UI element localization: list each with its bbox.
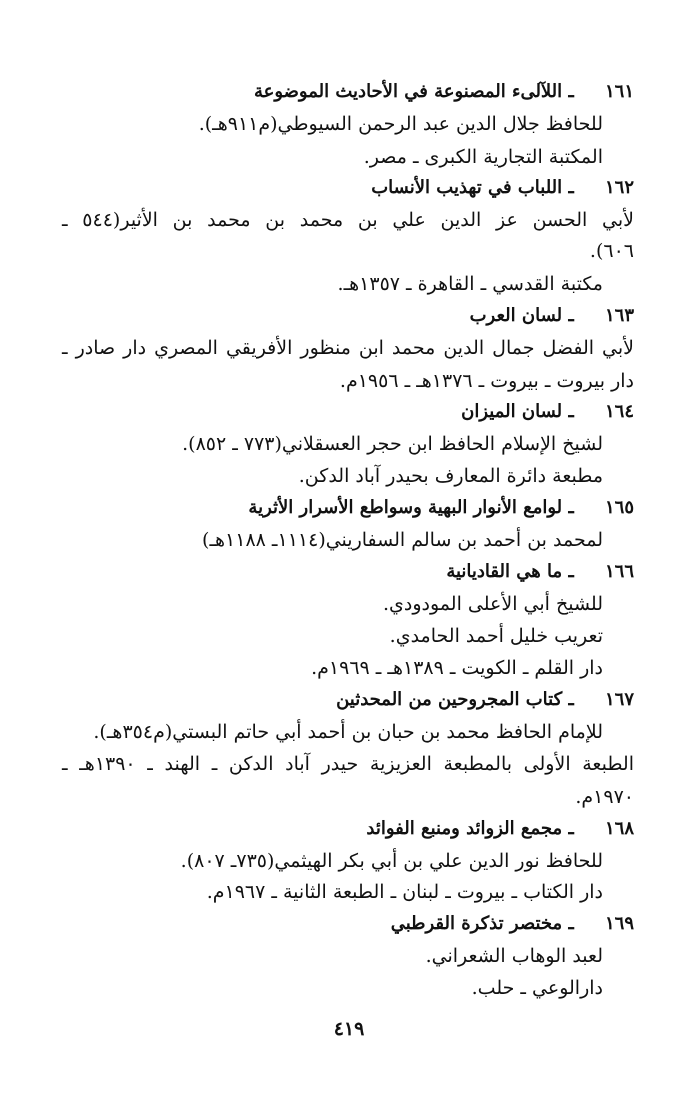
- entry-167-publisher-cont: ١٩٧٠م.: [575, 786, 634, 808]
- entry-title: مجمع الزوائد ومنبع الفوائد: [366, 818, 563, 839]
- entry-163-author: لأبي الفضل جمال الدين محمد ابن منظور الأفريقي المصري دار صادر ـ: [62, 337, 634, 359]
- entry-separator: ـ: [568, 497, 574, 518]
- entry-163-publisher: دار بيروت ـ بيروت ـ ١٣٧٦هـ ـ ١٩٥٦م.: [339, 370, 634, 392]
- entry-169-author: لعبد الوهاب الشعراني.: [425, 945, 603, 967]
- entry-title: ما هي القاديانية: [446, 561, 563, 582]
- entry-161-author: للحافظ جلال الدين عبد الرحمن السيوطي(م٩١١هـ).: [198, 113, 603, 135]
- entry-number: ١٦٩: [604, 913, 634, 934]
- entry-number: ١٦٨: [604, 818, 634, 839]
- entry-168-author: للحافظ نور الدين علي بن أبي بكر الهيثمي(٧٣٥ـ ٨٠٧).: [180, 850, 603, 872]
- entry-165-heading: [248, 494, 634, 522]
- entry-163-heading: [470, 302, 634, 330]
- entry-separator: ـ: [568, 401, 574, 422]
- entry-164-publisher: مطبعة دائرة المعارف بحيدر آباد الدكن.: [298, 465, 603, 487]
- entry-167-heading: [336, 686, 634, 714]
- entry-164-author: لشيخ الإسلام الحافظ ابن حجر العسقلاني(٧٧٣ ـ ٨٥٢).: [182, 433, 603, 455]
- entry-number: ١٦٦: [604, 561, 634, 582]
- entry-168-heading: [366, 815, 634, 843]
- entry-separator: ـ: [568, 818, 574, 839]
- entry-161-heading: [254, 78, 634, 106]
- entry-162-author: لأبي الحسن عز الدين علي بن محمد بن محمد بن الأثير(٥٤٤ ـ: [62, 209, 635, 231]
- entry-number: ١٦٧: [604, 689, 634, 710]
- entry-title: اللآلىء المصنوعة في الأحاديث الموضوعة: [253, 81, 563, 102]
- entry-166-publisher: دار القلم ـ الكويت ـ ١٣٨٩هـ ـ ١٩٦٩م.: [311, 657, 603, 679]
- entry-161-publisher: المكتبة التجارية الكبرى ـ مصر.: [363, 146, 603, 168]
- entry-167-publisher: الطبعة الأولى بالمطبعة العزيزية حيدر آباد الدكن ـ الهند ـ ١٣٩٠هـ ـ: [62, 753, 634, 775]
- entry-title: مختصر تذكرة القرطبي: [390, 913, 563, 934]
- entry-number: ١٦٤: [604, 401, 634, 422]
- entry-separator: ـ: [568, 689, 574, 710]
- entry-separator: ـ: [568, 177, 574, 198]
- entry-title: اللباب في تهذيب الأنساب: [371, 177, 563, 198]
- entry-separator: ـ: [568, 913, 574, 934]
- entry-162-heading: [371, 174, 634, 202]
- entry-162-author-cont: ٦٠٦).: [589, 240, 634, 262]
- entry-title: لوامع الأنوار البهية وسواطع الأسرار الأثرية: [248, 497, 563, 518]
- entry-169-heading: [391, 910, 634, 938]
- entry-separator: ـ: [568, 81, 574, 102]
- entry-title: لسان العرب: [469, 305, 563, 326]
- entry-number: ١٦٢: [604, 177, 634, 198]
- entry-162-publisher: مكتبة القدسي ـ القاهرة ـ ١٣٥٧هـ.: [337, 273, 603, 295]
- page-number: ٤١٩: [333, 1018, 365, 1040]
- entry-number: ١٦١: [604, 81, 634, 102]
- entry-168-publisher: دار الكتاب ـ بيروت ـ لبنان ـ الطبعة الثانية ـ ١٩٦٧م.: [206, 881, 603, 903]
- entry-167-author: للإمام الحافظ محمد بن حبان بن أحمد أبي حاتم البستي(م٣٥٤هـ).: [93, 721, 603, 743]
- entry-separator: ـ: [568, 305, 574, 326]
- entry-number: ١٦٥: [604, 497, 634, 518]
- entry-166-translator: تعريب خليل أحمد الحامدي.: [389, 625, 603, 647]
- entry-separator: ـ: [568, 561, 574, 582]
- entry-165-author: لمحمد بن أحمد بن سالم السفاريني(١١١٤ـ ١١٨٨هـ): [202, 529, 603, 551]
- entry-number: ١٦٣: [604, 305, 634, 326]
- entry-166-author: للشيخ أبي الأعلى المودودي.: [382, 593, 603, 615]
- entry-title: لسان الميزان: [461, 401, 563, 422]
- entry-164-heading: [461, 398, 634, 426]
- entry-title: كتاب المجروحين من المحدثين: [336, 689, 563, 710]
- entry-166-heading: [446, 558, 634, 586]
- entry-169-publisher: دارالوعي ـ حلب.: [471, 977, 603, 999]
